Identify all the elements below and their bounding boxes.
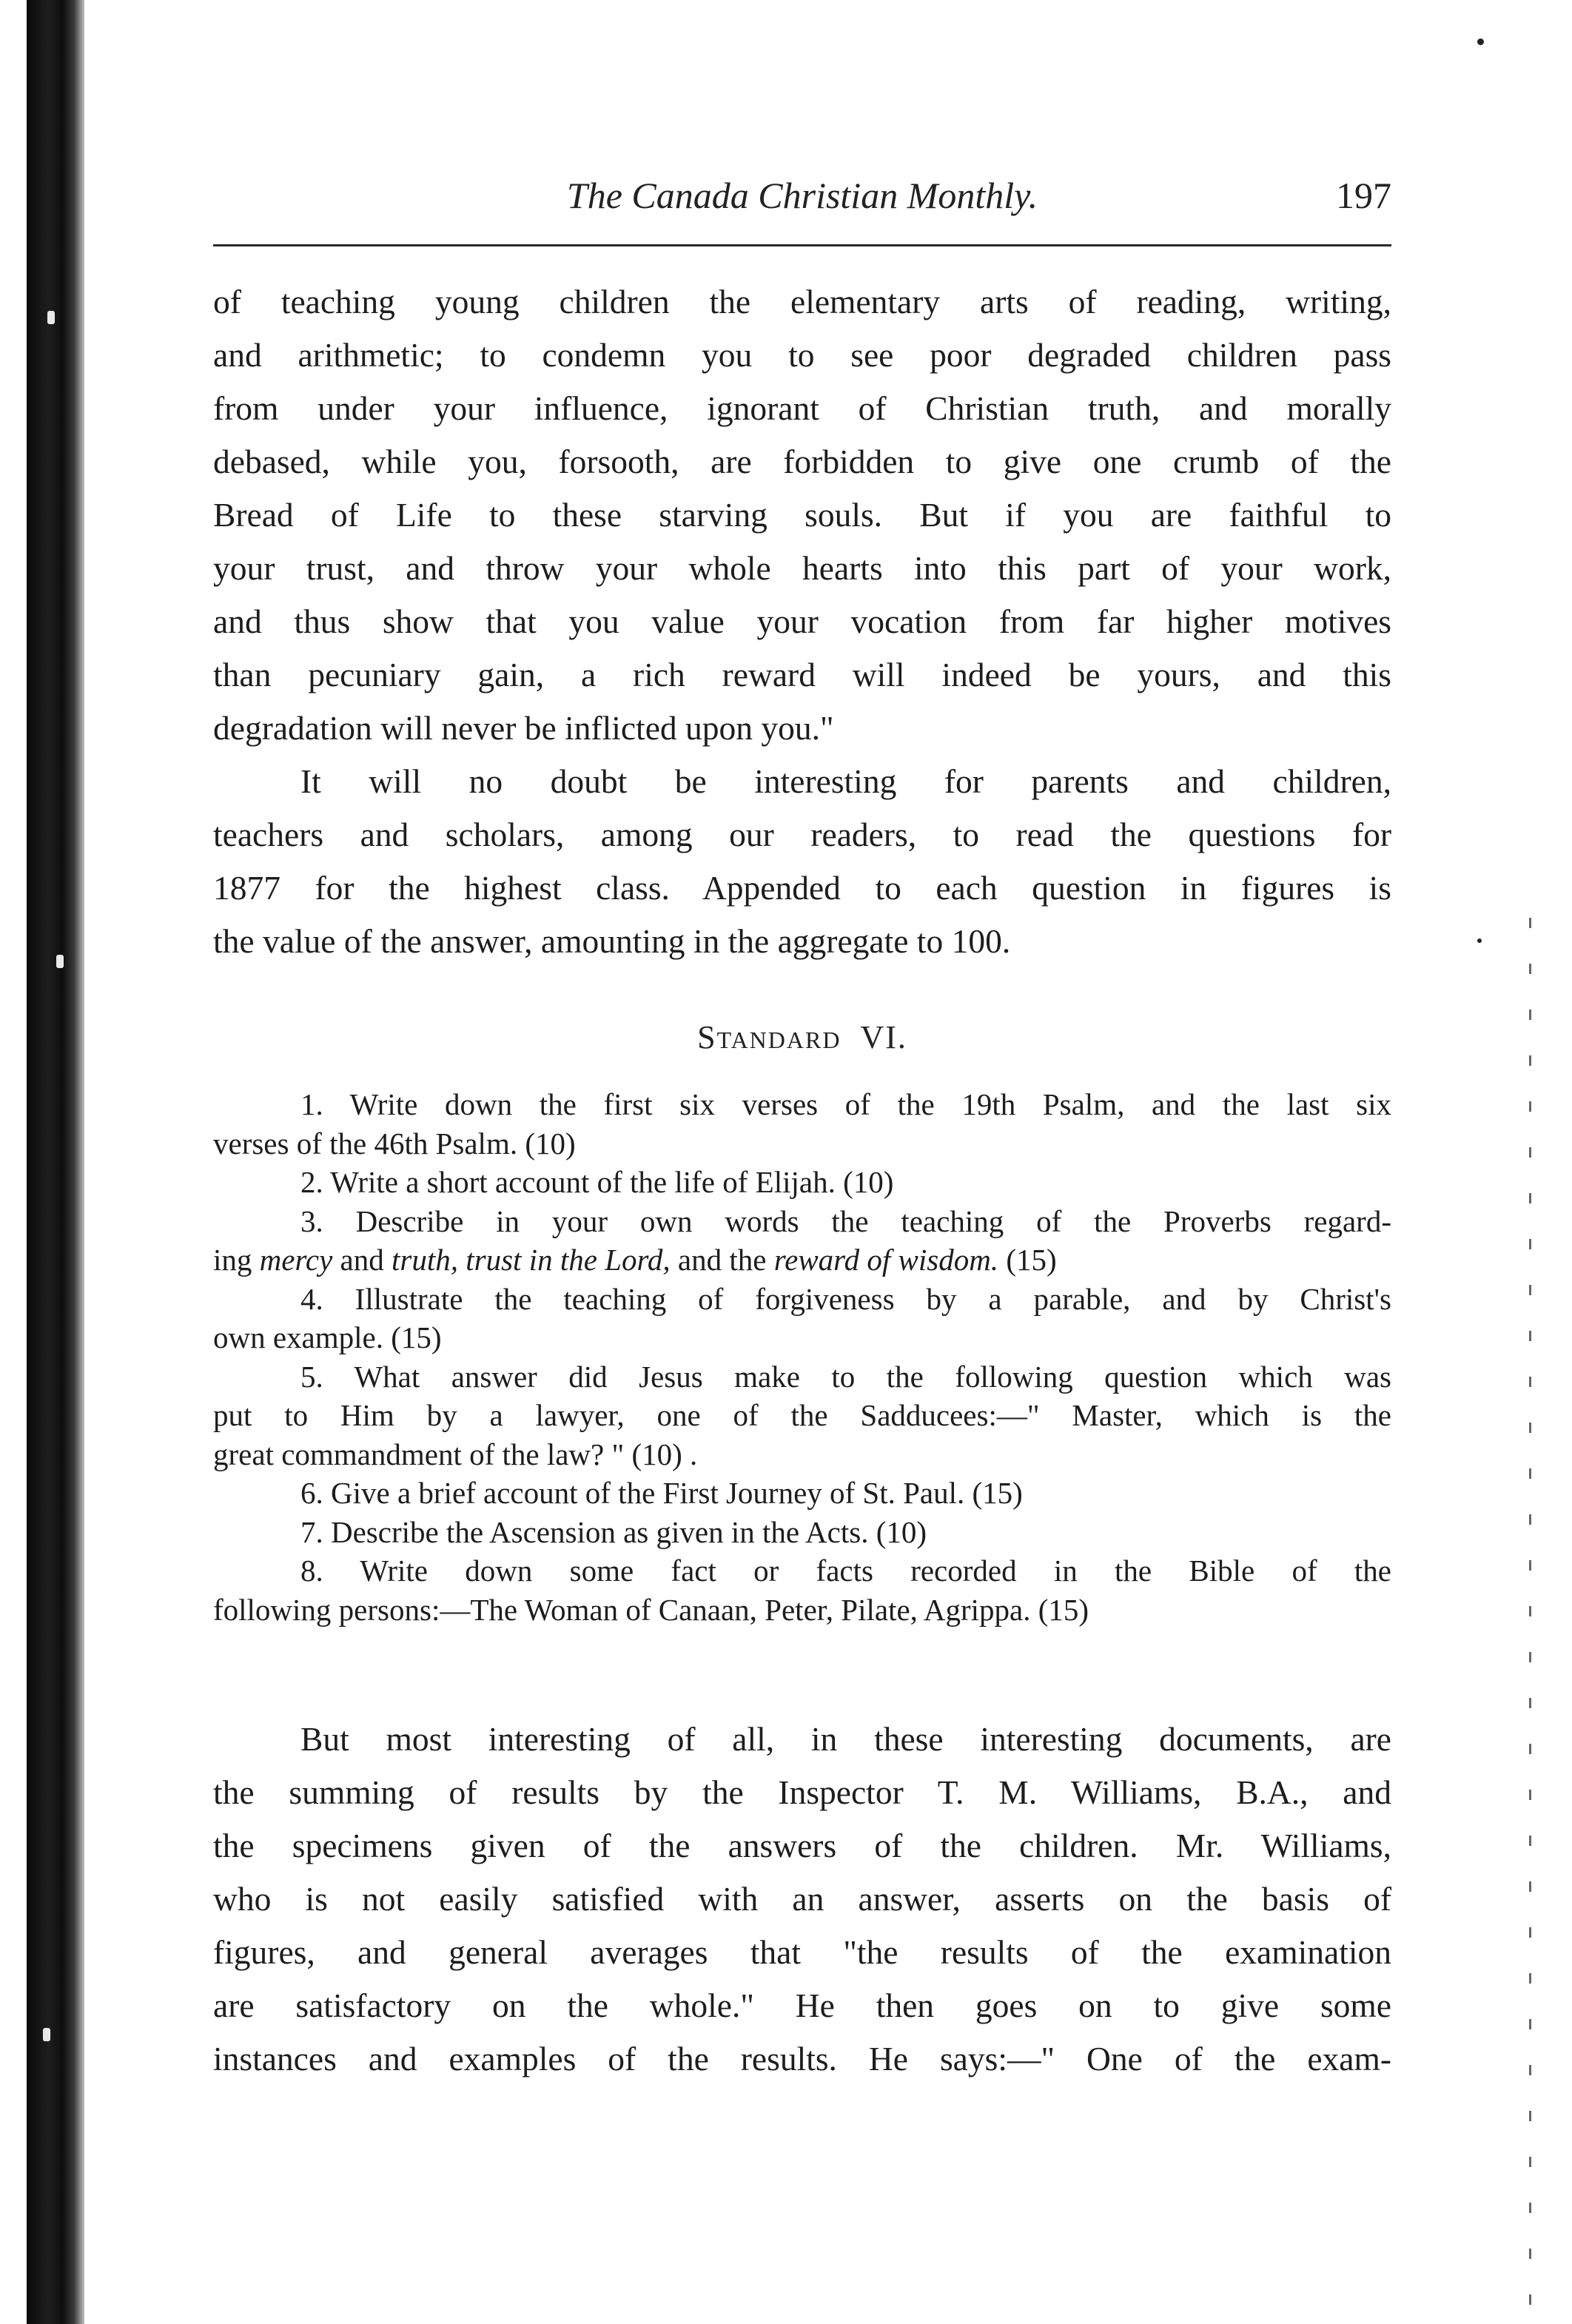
text-line: your trust, and throw your whole hearts into this part of your work, (213, 549, 1391, 587)
question-5-cont (213, 1435, 1391, 1474)
text-line: the value of the answer, amounting in the aggregate to 100. (213, 922, 1011, 960)
running-title: The Canada Christian Monthly. (566, 175, 1038, 216)
text-line: But most interesting of all, in these interesting documents, are (300, 1720, 1391, 1758)
question-2 (213, 1163, 1391, 1202)
question-text: and (340, 1243, 384, 1277)
question-line: 1. Write down the first six verses of the 19th Psalm, and the last six (300, 1087, 1391, 1121)
heading-initial: S (697, 1019, 717, 1055)
question-line: 5. What answer did Jesus make to the following question which was (300, 1359, 1391, 1394)
spine-speck (56, 955, 64, 968)
question-line: verses of the 46th Psalm. (10) (213, 1126, 576, 1161)
text-line: 1877 for the highest class. Appended to each question in figures is (213, 869, 1391, 907)
text-line: Bread of Life to these starving souls. But if you are faithful to (213, 496, 1391, 534)
question-5-cont (213, 1396, 1391, 1435)
question-line: put to Him by a lawyer, one of the Sadducees:—" Master, which is the (213, 1398, 1391, 1432)
book-spine-shadow (27, 0, 84, 2324)
text-line: from under your influence, ignorant of Christian truth, and morally (213, 389, 1391, 427)
question-6 (213, 1474, 1391, 1513)
heading-smallcaps: TANDARD (716, 1027, 842, 1053)
spine-speck (43, 2028, 50, 2041)
spine-speck (47, 311, 55, 324)
text-line: the summing of results by the Inspector T. M. Williams, B.A., and (213, 1773, 1391, 1811)
text-line: and arithmetic; to condemn you to see poor degraded children pass (213, 336, 1391, 374)
emphasis-mercy: mercy (259, 1243, 333, 1277)
stray-mark (1477, 38, 1484, 45)
question-8-cont (213, 1591, 1391, 1630)
text-line: debased, while you, forsooth, are forbidden to give one crumb of the (213, 443, 1391, 480)
question-3 (213, 1202, 1391, 1241)
text-line: are satisfactory on the whole." He then goes on to give some (213, 1987, 1391, 2024)
question-3-cont (213, 1240, 1391, 1280)
question-line: great commandment of the law? " (10) . (213, 1437, 698, 1471)
paragraph-2 (213, 755, 1391, 968)
question-line: following persons:—The Woman of Canaan, Peter, Pilate, Agrippa. (15) (213, 1592, 1089, 1627)
text-line: degradation will never be inflicted upon you." (213, 709, 834, 747)
question-line: 3. Describe in your own words the teaching of the Proverbs regard- (300, 1203, 1391, 1238)
question-5 (213, 1357, 1391, 1397)
question-line: 4. Illustrate the teaching of forgiveness by a parable, and by Christ's (300, 1281, 1391, 1316)
header-rule (213, 244, 1391, 246)
text-line: and thus show that you value your vocation from far higher motives (213, 602, 1391, 640)
text-line: than pecuniary gain, a rich reward will indeed be yours, and this (213, 656, 1391, 693)
question-line: 7. Describe the Ascension as given in the Acts. (10) (300, 1514, 927, 1549)
stray-mark (1477, 938, 1482, 943)
question-line: own example. (15) (213, 1320, 442, 1354)
text-line: the specimens given of the answers of the children. Mr. Williams, (213, 1827, 1391, 1864)
page-number: 197 (1336, 175, 1391, 216)
text-line: who is not easily satisfied with an answer, asserts on the basis of (213, 1880, 1391, 1918)
text-line: figures, and general averages that "the results of the examination (213, 1933, 1391, 1971)
paragraph-3 (213, 1713, 1391, 2086)
page-edge-artifact (1529, 918, 1531, 2309)
question-7 (213, 1513, 1391, 1552)
question-text: ing (213, 1243, 252, 1277)
question-text: and the (677, 1243, 767, 1277)
emphasis-truth: truth, trust in the Lord, (392, 1243, 671, 1277)
text-line: of teaching young children the elementary arts of reading, writing, (213, 283, 1391, 320)
paragraph-1 (213, 275, 1391, 755)
question-4-cont (213, 1318, 1391, 1357)
running-header (213, 169, 1391, 222)
text-line: instances and examples of the results. He says:—" One of the exam- (213, 2040, 1391, 2078)
text-line: teachers and scholars, among our readers, to read the questions for (213, 816, 1391, 853)
text-line: It will no doubt be interesting for parents and children, (300, 762, 1391, 800)
section-heading (213, 1014, 1391, 1064)
question-score: (15) (1006, 1243, 1057, 1277)
emphasis-reward: reward of wisdom. (773, 1243, 999, 1277)
question-8 (213, 1551, 1391, 1591)
heading-numeral: VI. (860, 1019, 907, 1055)
question-1 (213, 1085, 1391, 1124)
question-line: 2. Write a short account of the life of Elijah. (10) (300, 1165, 894, 1199)
exam-questions (213, 1085, 1391, 1629)
question-line: 8. Write down some fact or facts recorded in the Bible of the (300, 1554, 1391, 1588)
question-line: 6. Give a brief account of the First Journey of St. Paul. (15) (300, 1476, 1023, 1510)
question-1-cont (213, 1124, 1391, 1163)
question-4 (213, 1280, 1391, 1319)
